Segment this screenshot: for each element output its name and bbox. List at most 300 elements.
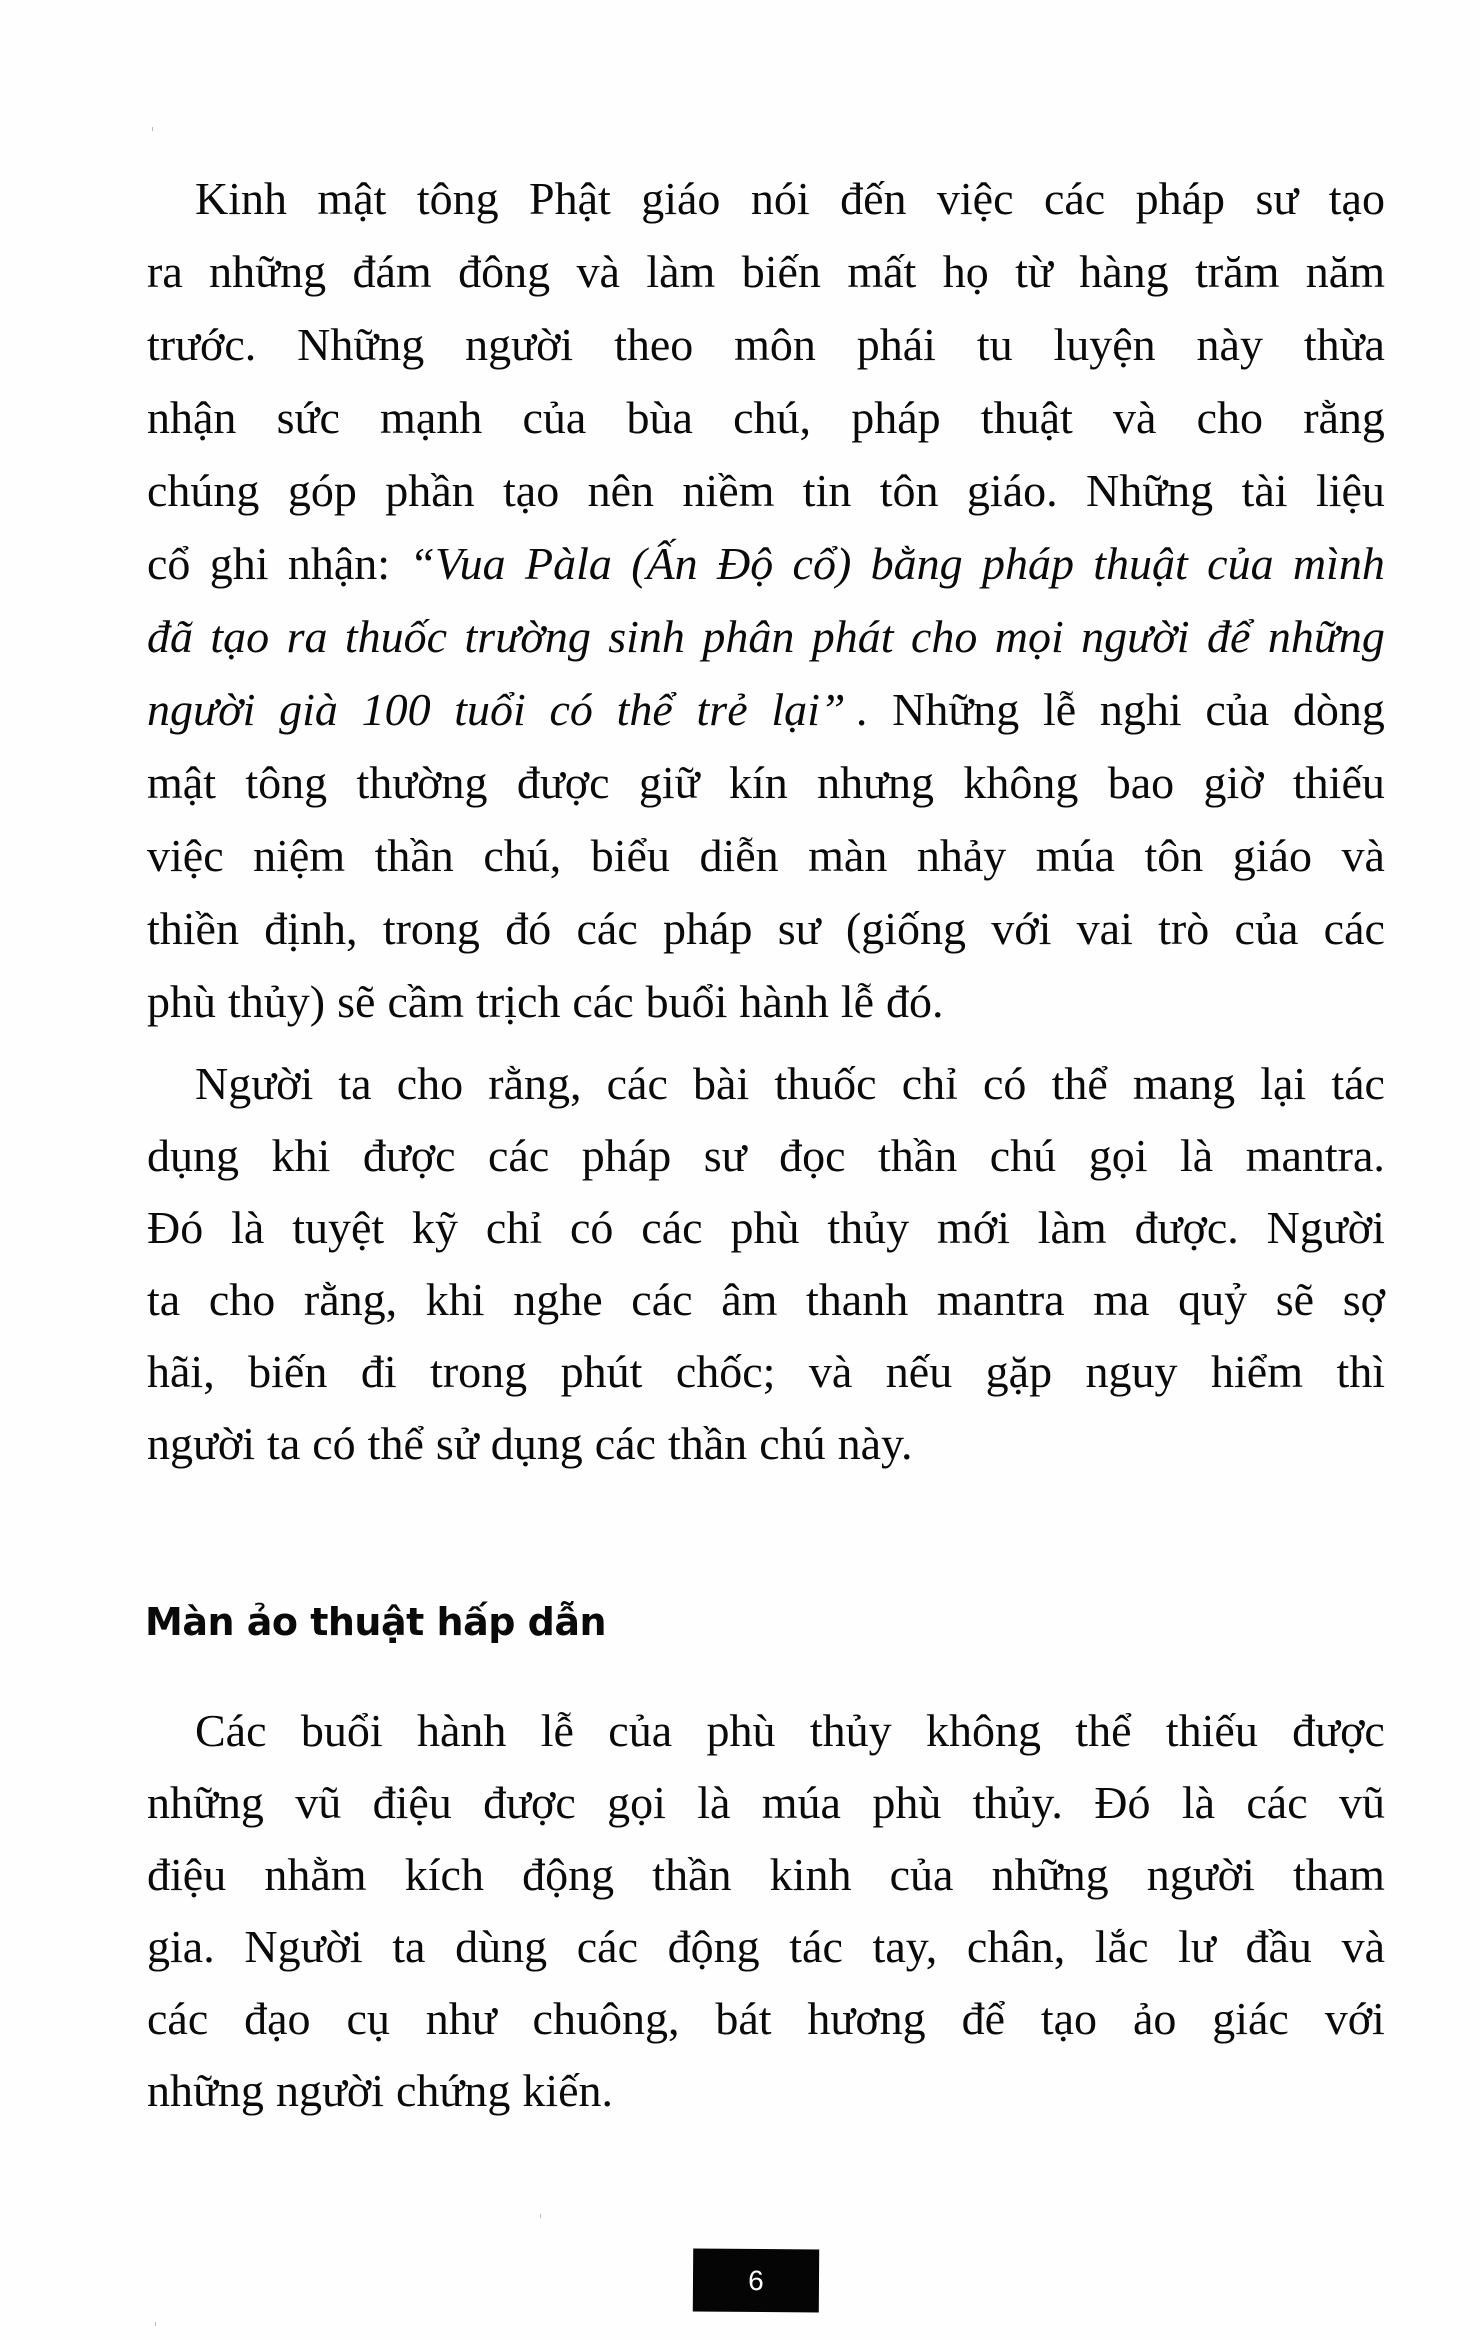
word: theo [614,319,694,370]
word: những [1267,611,1385,662]
word: rằng, [303,1274,398,1325]
page-number: 6 [748,2264,764,2296]
word: các [147,1993,209,2044]
word: của [1205,684,1270,735]
word: trịch [476,976,561,1027]
text-line [147,893,1385,965]
word: trẻ [696,684,748,735]
word: lại [1260,1058,1307,1109]
word: và [1112,392,1157,443]
word: các [1323,903,1385,954]
word: thể [616,684,673,735]
word: (Ấn [631,538,698,589]
word: kinh [769,1849,852,1900]
word: được [1292,1705,1385,1756]
word: dụng [147,1130,239,1181]
word: thì [1336,1346,1385,1397]
word: đến [840,173,907,224]
word: vũ [1338,1777,1385,1828]
word: múa [1035,830,1115,881]
word: trước. [147,319,257,370]
word: và [808,1346,853,1397]
word: sẽ [337,976,376,1027]
word: mọi [994,611,1064,662]
word: các [1043,173,1106,224]
word: ta [147,1274,181,1325]
word: nguy [1085,1346,1178,1397]
word: giáo. [966,465,1058,516]
word: thiền [147,903,239,954]
word: được [483,1777,576,1828]
text-line [147,1983,1385,2055]
text-line [195,163,1385,235]
word: nên [587,465,655,516]
word: đó [505,903,552,954]
word: biểu [590,830,670,881]
word: thần [667,1418,748,1469]
word: chuông, [532,1993,680,2044]
word: này. [837,1418,913,1469]
word: liệu [1315,465,1385,516]
word: pháp [663,903,753,954]
word: nếu [885,1346,953,1397]
word: nghe [513,1274,603,1325]
word: 100 [361,684,431,735]
word: Đó [147,1202,204,1253]
word: định, [264,903,358,954]
word: thần [652,1849,732,1900]
word: các [606,1058,668,1109]
word: chỉ [485,1202,543,1253]
word: hương [807,1993,926,2044]
word: mật [147,757,216,808]
word: người [275,2065,384,2116]
text-line [147,1336,1385,1408]
word: với [1324,1993,1385,2044]
word: đọc [779,1130,846,1181]
word: mất [847,246,917,297]
word: biến [248,1346,328,1397]
word: phần [385,465,475,516]
word: sức [276,392,340,443]
word: tác [789,1921,843,1972]
page-number-badge [693,2249,819,2313]
word: trò [1158,903,1210,954]
word: nghi [1099,684,1182,735]
word: biến [741,246,821,297]
text-line [147,382,1385,454]
word: Những [892,684,1020,735]
word: có [549,684,593,735]
word: nhận: [287,538,391,589]
word: tôn [879,465,939,516]
word: luyện [1053,319,1156,370]
word: buổi [645,976,728,1027]
word: được. [1134,1202,1239,1253]
word: buổi [300,1705,383,1756]
word: quỷ [1178,1274,1248,1325]
word: động [667,1921,760,1972]
word: thủy) [228,976,326,1027]
word: hành [416,1705,507,1756]
word: niềm [682,465,775,516]
word: niệm [253,830,346,881]
word: gọi [607,1777,666,1828]
word: là [697,1777,731,1828]
word: pháp [1135,173,1226,224]
word: phù [147,976,216,1027]
text-line [147,1839,1385,1911]
word: mantra. [1245,1130,1385,1181]
word: khi [271,1130,331,1181]
word: thuật [980,392,1073,443]
word: đi [360,1346,397,1397]
word: từ [1015,246,1053,297]
word: của [608,1705,673,1756]
word: mới [936,1202,1010,1253]
word: tạo [210,611,270,662]
word: khi [425,1274,485,1325]
word: người [1081,611,1190,662]
word: việc [147,830,224,881]
word: với [991,903,1052,954]
word: tạo [1040,1993,1098,2044]
text-line [147,1192,1385,1264]
word: lễ [840,976,875,1027]
word: cho [396,1058,464,1109]
text-line [195,1048,1385,1120]
word: tôn [1144,830,1204,881]
word: những [991,1849,1109,1900]
word: kín [728,757,788,808]
word: ta [338,1058,372,1109]
word: Pàla [525,538,612,589]
word: lắc [1094,1921,1149,1972]
word: môn [734,319,816,370]
word: nhưng [817,757,934,808]
word: mang [1132,1058,1236,1109]
word: ta [392,1921,426,1972]
text-line [147,309,1385,381]
word: phút [560,1346,643,1397]
word: dòng [1292,684,1385,735]
word: điệu [147,1849,227,1900]
scan-speck [152,127,153,131]
word: thanh [806,1274,909,1325]
word: cầm [387,976,465,1027]
word: thủy. [972,1777,1063,1828]
word: đó. [886,976,944,1027]
word: gia. [147,1921,215,1972]
word: giác [1212,1993,1289,2044]
word: những [209,246,327,297]
text-line [147,674,1385,746]
word: tu [976,319,1013,370]
word: các [576,903,638,954]
word: Kinh [195,173,287,224]
word: Người [1266,1202,1385,1253]
word: các [641,1202,703,1253]
word: tài [1241,465,1288,516]
word: cho [208,1274,276,1325]
word: điệu [372,1777,452,1828]
word: góp [287,465,357,516]
word: trong [430,1346,528,1397]
word: có [312,1418,356,1469]
word: không [963,757,1079,808]
word: phát [811,611,894,662]
word: này [1196,319,1263,370]
word: cho [1196,392,1263,443]
word: Người [195,1058,314,1109]
word: giữ [638,757,700,808]
word: sư [703,1130,747,1181]
word: gặp [985,1346,1053,1397]
word: bằng [870,538,963,589]
word: như [425,1993,497,2044]
word: ma [1093,1274,1150,1325]
word: đám [352,246,432,297]
word: thiếu [1292,757,1385,808]
word: hãi, [147,1346,215,1397]
word: ra [286,611,328,662]
word: trăm [1195,246,1280,297]
word: kích [404,1849,484,1900]
word: vũ [295,1777,342,1828]
text-line [147,236,1385,308]
word: giáo [1232,830,1312,881]
text-line [147,1120,1385,1192]
word: thể [1075,1705,1132,1756]
text-line [195,1695,1385,1767]
word: rằng [1303,392,1385,443]
word: chân, [966,1921,1066,1972]
word: cổ) [792,538,852,589]
word: các [631,1274,693,1325]
word: lễ [540,1705,574,1756]
word: và [1341,830,1385,881]
word: thuốc [774,1058,877,1109]
word: ta [267,1418,301,1469]
word: lư [1178,1921,1216,1972]
word: tông [416,173,499,224]
word: hành [739,976,829,1027]
word: là [231,1202,265,1253]
word: nhảy [916,830,1007,881]
word: tuyệt [292,1202,385,1253]
word: sử [435,1418,479,1469]
word: của [1207,538,1274,589]
word: mật [317,173,387,224]
word: mình [1292,538,1385,589]
text-line [147,966,1385,1038]
word: để [1207,611,1251,662]
word: chú [759,1418,826,1469]
text-line [147,2055,1385,2127]
word: bùa [626,392,693,443]
text-line [147,747,1385,819]
word: của [522,392,587,443]
word: rằng, [488,1058,582,1109]
scan-speck [540,2214,541,2218]
word: bao [1107,757,1175,808]
word: tay, [872,1921,938,1972]
word: già [279,684,338,735]
word: người [465,319,574,370]
word: sinh [608,611,685,662]
word: giáo [641,173,721,224]
word: phù [730,1202,800,1253]
word: tạo [503,465,560,516]
word: giờ [1203,757,1264,808]
text-line [147,528,1385,600]
word: được [516,757,610,808]
word: thủy [827,1202,910,1253]
word: tác [1331,1058,1385,1109]
word: cổ [147,538,191,589]
word: việc [936,173,1014,224]
word: pháp [981,538,1074,589]
word: nhằm [264,1849,367,1900]
word: đầu [1245,1921,1312,1972]
word: hàng [1079,246,1169,297]
text-line [147,820,1385,892]
word: thần [374,830,454,881]
word: đã [147,611,193,662]
word: thiếu [1165,1705,1258,1756]
word: mạnh [380,392,483,443]
word: chứng [395,2065,511,2116]
word: pháp [581,1130,672,1181]
word: người [147,684,256,735]
word: sư [777,903,821,954]
word: tham [1292,1849,1385,1900]
word: thần [878,1130,958,1181]
word: phù [706,1705,776,1756]
word: kiến. [522,2065,614,2116]
word: có [983,1058,1027,1109]
word: Những [297,319,425,370]
word: múa [761,1777,841,1828]
scan-speck [155,2322,156,2326]
word: sư [1255,173,1299,224]
text-line [147,1911,1385,1983]
word: nhận [147,392,237,443]
word: Những [1086,465,1214,516]
word: mantra [936,1274,1065,1325]
word: để [961,1993,1005,2044]
word: dụng [490,1418,583,1469]
word: phái [856,319,936,370]
word: tuổi [454,684,526,735]
word: kỹ [412,1202,459,1253]
word: có [570,1202,614,1253]
word: chú, [483,830,562,881]
word: làm [1037,1202,1107,1253]
word: làm [646,246,716,297]
word: diễn [699,830,779,881]
word: các [594,1418,656,1469]
word: và [576,246,620,297]
word: “Vua [409,538,506,589]
word: thuật [1093,538,1188,589]
word: Người [244,1921,363,1972]
word: các [488,1130,550,1181]
word: ảo [1132,1993,1177,2044]
word: những [147,2065,264,2116]
word: lễ [1043,684,1077,735]
word: và [1341,1921,1385,1972]
word: thủy [809,1705,892,1756]
word: lại” . [771,684,869,735]
word: người [1146,1849,1255,1900]
word: thuốc [344,611,448,662]
word: Phật [529,173,611,224]
text-line [147,1408,1385,1480]
word: thừa [1303,319,1385,370]
word: nói [750,173,810,224]
word: âm [721,1274,778,1325]
word: không [925,1705,1041,1756]
word: các [572,976,634,1027]
word: thể [367,1418,424,1469]
word: bài [693,1058,750,1109]
word: là [1179,1130,1214,1181]
word: cho [910,611,978,662]
word: đông [458,246,551,297]
word: Độ [716,538,774,589]
word: vai [1076,903,1133,954]
word: màn [808,830,888,881]
word: thường [356,757,488,808]
word: Các [195,1705,267,1756]
word: những [147,1777,264,1828]
word: của [889,1849,954,1900]
word: tin [802,465,852,516]
word: phân [702,611,795,662]
word: họ [942,246,989,297]
word: năm [1305,246,1385,297]
text-line [147,601,1385,673]
word: bát [715,1993,772,2044]
word: đạo [244,1993,311,2044]
word: (giống [845,903,966,954]
text-line [147,1264,1385,1336]
word: Đó [1094,1777,1151,1828]
word: phù [872,1777,942,1828]
word: hiểm [1211,1346,1303,1397]
word: gọi [1088,1130,1148,1181]
word: sẽ [1275,1274,1315,1325]
word: cụ [346,1993,390,2044]
word: chốc; [675,1346,776,1397]
word: là [1181,1777,1216,1828]
word: dùng [455,1921,548,1972]
word: người [147,1418,256,1469]
word: sợ [1342,1274,1385,1325]
word: được [362,1130,456,1181]
word: chú, [733,392,811,443]
word: của [1234,903,1299,954]
word: ra [147,246,183,297]
word: trường [464,611,591,662]
word: thể [1051,1058,1108,1109]
word: pháp [851,392,941,443]
word: tông [245,757,328,808]
section-heading: Màn ảo thuật hấp dẫn [145,1600,607,1644]
text-line [147,455,1385,527]
word: ghi [209,538,269,589]
